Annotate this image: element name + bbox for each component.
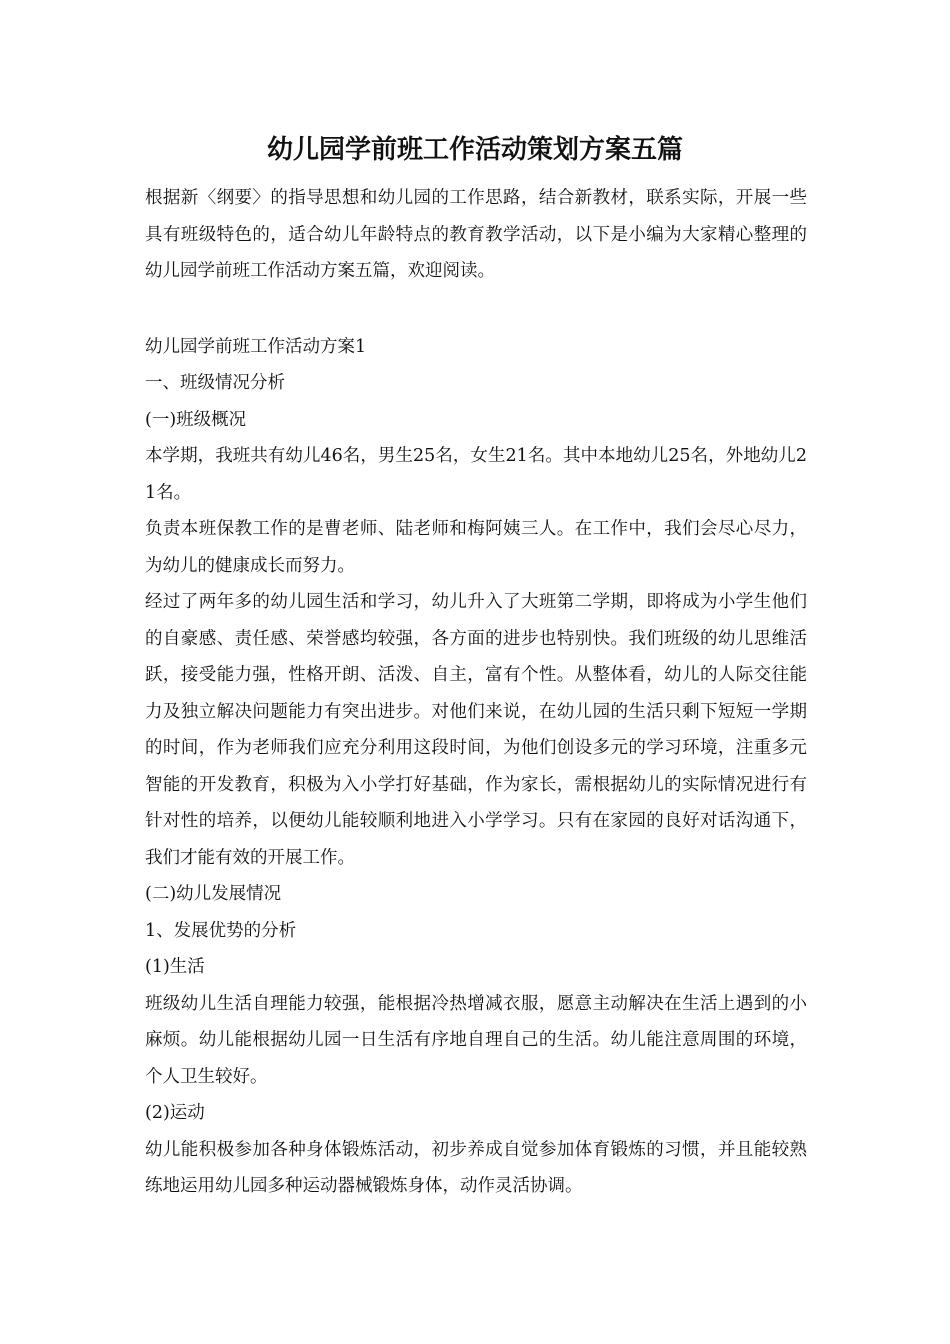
body-paragraph: 幼儿能积极参加各种身体锻炼活动，初步养成自觉参加体育锻炼的习惯，并且能较熟练地运用幼儿园多种运动器械锻炼身体，动作灵活协调。 [145, 1139, 807, 1196]
subsection-heading: (一)班级概况 [145, 409, 247, 430]
intro-paragraph: 根据新〈纲要〉的指导思想和幼儿园的工作思路，结合新教材，联系实际，开展一些具有班级特色的，适合幼儿年龄特点的教育教学活动，以下是小编为大家精心整理的幼儿园学前班工作活动方案五篇，欢迎阅读。 [145, 188, 807, 281]
body-paragraph: 负责本班保教工作的是曹老师、陆老师和梅阿姨三人。在工作中，我们会尽心尽力，为幼儿的健康成长而努力。 [145, 519, 807, 576]
subsection-heading: (二)幼儿发展情况 [145, 884, 282, 904]
body-paragraph: 本学期，我班共有幼儿46名，男生25名，女生21名。其中本地幼儿25名，外地幼儿21名。 [145, 446, 807, 503]
document-body [145, 180, 807, 1205]
document-title: 幼儿园学前班工作活动策划方案五篇 [266, 135, 683, 165]
subsection-heading: (1)生活 [145, 957, 205, 977]
subsection-heading: 一、班级情况分析 [145, 373, 285, 393]
paragraph-spacer [145, 290, 807, 329]
body-paragraph: 经过了两年多的幼儿园生活和学习，幼儿升入了大班第二学期，即将成为小学生他们的自豪感、责任感、荣誉感均较强，各方面的进步也特别快。我们班级的幼儿思维活跃，接受能力强，性格开朗、活泼、自主，富有个性。从整体看，幼儿的人际交往能力及独立解决问题能力有突出进步。对他们来说，在幼儿园的生活只剩下短短一学期的时间，作为老师我们应充分利用这段时间，为他们创设多元的学习环境，注重多元智能的开发教育，积极为入小学打好基础，作为家长，需根据幼儿的实际情况进行有针对性的培养，以便幼儿能较顺利地进入小学学习。只有在家园的良好对话沟通下，我们才能有效的开展工作。 [145, 592, 807, 868]
subsection-heading: (2)运动 [145, 1103, 205, 1123]
body-paragraph: 班级幼儿生活自理能力较强，能根据冷热增减衣服，愿意主动解决在生活上遇到的小麻烦。幼儿能根据幼儿园一日生活有序地自理自己的生活。幼儿能注意周围的环境，个人卫生较好。 [145, 993, 807, 1087]
section-heading: 幼儿园学前班工作活动方案1 [145, 336, 367, 357]
subsection-heading: 1、发展优势的分析 [145, 920, 297, 941]
